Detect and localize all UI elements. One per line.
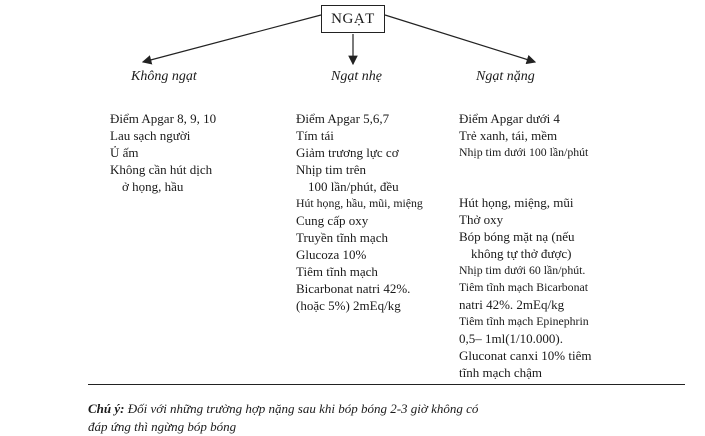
list-item: Tiêm tĩnh mạch Epinephrin: [459, 314, 589, 328]
column-ngat-nang: [459, 110, 592, 381]
list-item: Tiêm tĩnh mạch Bicarbonat: [459, 280, 588, 294]
column-ngat-nhe: [296, 110, 423, 314]
list-item: Nhịp tim dưới 60 lần/phút.: [459, 263, 586, 277]
footnote-label: Chú ý:: [88, 401, 125, 416]
spacer: [459, 161, 592, 178]
list-item: không tự thở được): [471, 246, 572, 261]
list-item: Hút họng, hầu, mũi, miệng: [296, 196, 423, 210]
list-item: tĩnh mạch chậm: [459, 365, 543, 380]
list-item: Điểm Apgar dưới 4: [459, 111, 560, 126]
list-item: Tím tái: [296, 128, 334, 143]
footnote-line-2: đáp ứng thì ngừng bóp bóng: [88, 419, 237, 434]
footnote: [88, 400, 688, 436]
arrow-to-khong-ngat: [143, 15, 321, 62]
list-item: Cung cấp oxy: [296, 213, 369, 228]
branch-title-ngat-nhe: Ngạt nhẹ: [331, 69, 382, 84]
list-item: Lau sạch người: [110, 128, 191, 143]
list-item: Điểm Apgar 8, 9, 10: [110, 111, 217, 126]
list-item: Trẻ xanh, tái, mềm: [459, 128, 558, 143]
branch-title-ngat-nang: Ngạt nặng: [476, 69, 535, 84]
list-item: Truyền tĩnh mạch: [296, 230, 388, 245]
root-node-label: NGẠT: [331, 10, 375, 27]
spacer: [459, 178, 592, 195]
list-item: Bicarbonat natri 42%.: [296, 281, 411, 296]
list-item: Nhịp tim trên: [296, 162, 367, 177]
list-item: (hoặc 5%) 2mEq/kg: [296, 298, 401, 313]
list-item: Bóp bóng mặt nạ (nếu: [459, 229, 575, 244]
list-item: Thở oxy: [459, 212, 504, 227]
list-item: Ủ ấm: [110, 145, 139, 160]
branch-title-khong-ngat: Không ngạt: [131, 69, 197, 84]
list-item: Nhịp tim dưới 100 lần/phút: [459, 145, 589, 159]
list-item: Tiêm tĩnh mạch: [296, 264, 378, 279]
list-item: ở họng, hầu: [122, 179, 184, 194]
divider: [88, 384, 685, 385]
list-item: 100 lần/phút, đều: [308, 179, 399, 194]
footnote-text: Đối với những trường hợp nặng sau khi bóp bóng 2-3 giờ không có: [127, 401, 479, 416]
list-item: 0,5– 1ml(1/10.000).: [459, 331, 563, 346]
footnote-line-1: [88, 400, 688, 418]
list-item: Điểm Apgar 5,6,7: [296, 111, 390, 126]
root-node-box: [321, 5, 385, 33]
column-khong-ngat: [110, 110, 216, 195]
list-item: Không cần hút dịch: [110, 162, 213, 177]
list-item: Glucoza 10%: [296, 247, 367, 262]
list-item: natri 42%. 2mEq/kg: [459, 297, 565, 312]
list-item: Giảm trương lực cơ: [296, 145, 399, 160]
list-item: Gluconat canxi 10% tiêm: [459, 348, 592, 363]
arrow-to-ngat-nang: [385, 15, 535, 62]
list-item: Hút họng, miệng, mũi: [459, 195, 574, 210]
